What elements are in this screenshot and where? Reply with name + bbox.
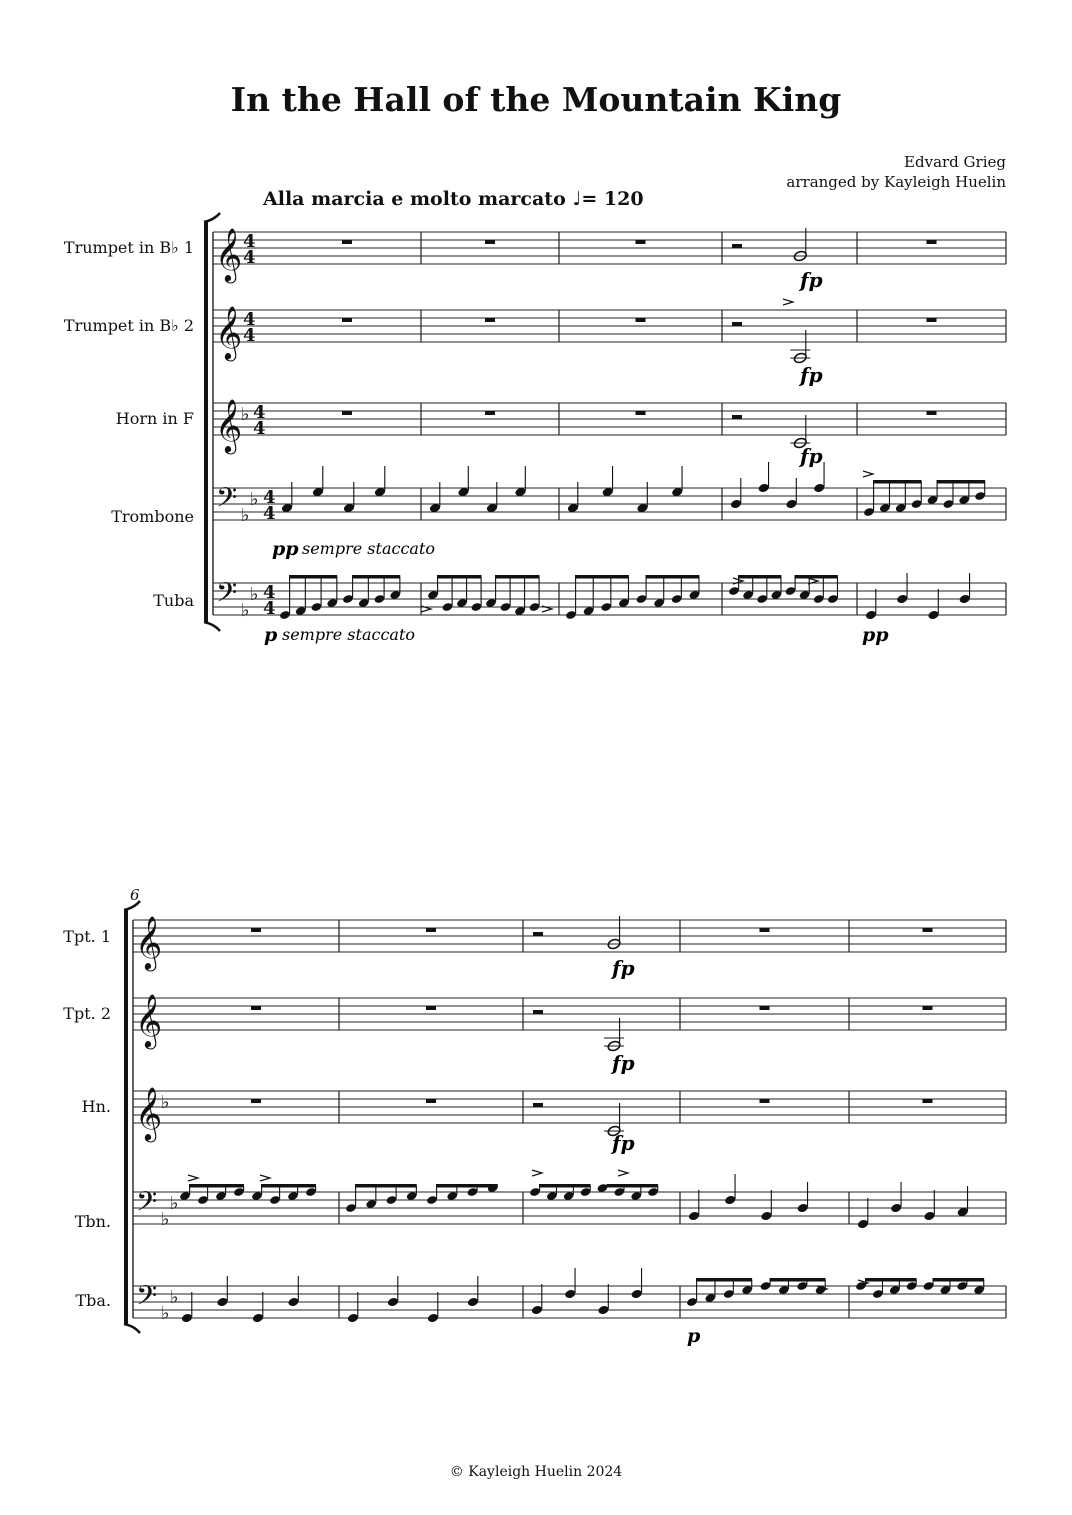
dyn-p-tba: p <box>264 624 278 646</box>
whole-rest <box>251 1006 261 1010</box>
arranger-name: arranged by Kayleigh Huelin <box>786 173 1006 191</box>
treble-clef-icon: 𝄞 <box>135 915 163 969</box>
accent-mark <box>783 299 793 305</box>
whole-rest <box>342 318 352 322</box>
note-beam <box>696 1278 752 1282</box>
whole-rest <box>760 928 770 932</box>
half-rest <box>732 244 742 248</box>
note-beam <box>436 1184 498 1188</box>
note-beam <box>261 1184 316 1188</box>
accent-mark <box>863 471 873 477</box>
system-bracket <box>124 910 128 1324</box>
note-beam <box>575 575 629 579</box>
composer-name: Edvard Grieg <box>904 153 1006 171</box>
label-trombone: Trombone <box>111 507 194 526</box>
note-beam <box>865 1278 917 1282</box>
whole-rest <box>485 240 495 244</box>
label-trumpet-1: Trumpet in B♭ 1 <box>63 238 194 257</box>
whole-rest <box>426 1099 436 1103</box>
whole-rest <box>251 928 261 932</box>
treble-clef-icon: 𝄞 <box>135 1086 163 1140</box>
whole-rest <box>760 1099 770 1103</box>
bass-clef-icon: 𝄢 <box>136 1185 158 1224</box>
bass-clef-icon: 𝄢 <box>216 576 238 615</box>
bass-clef-icon: 𝄢 <box>216 481 238 520</box>
dyn-fp-tpt2-s2: fp <box>612 1051 635 1075</box>
tempo-text: Alla marcia e molto marcato <box>263 188 566 210</box>
label-tpt-1: Tpt. 1 <box>63 927 111 946</box>
flat-icon: ♭ <box>241 505 250 526</box>
system-bracket <box>204 222 208 622</box>
whole-rest <box>636 411 646 415</box>
time-sig-denominator: 4 <box>263 503 276 524</box>
whole-rest <box>251 1099 261 1103</box>
time-sig-numerator: 4 <box>263 487 276 508</box>
accent-mark <box>188 1175 198 1181</box>
note-beam <box>646 575 700 579</box>
treble-clef-icon: 𝄞 <box>135 993 163 1047</box>
flat-icon: ♭ <box>241 404 250 425</box>
bracket-hook-bottom <box>124 1324 140 1333</box>
tempo-value: = 120 <box>581 188 644 210</box>
note-beam <box>495 575 540 579</box>
label-horn: Horn in F <box>115 409 194 428</box>
flat-icon: ♭ <box>250 489 259 510</box>
note-beam <box>770 1278 826 1282</box>
note-beam <box>738 575 781 579</box>
accent-mark <box>260 1175 270 1181</box>
note-beam <box>539 1184 591 1188</box>
note-beam <box>189 1184 244 1188</box>
flat-icon: ♭ <box>241 600 250 621</box>
note-beam <box>352 575 400 579</box>
flat-icon: ♭ <box>170 1287 179 1308</box>
note-beam <box>795 575 838 579</box>
note-beam <box>607 1184 659 1188</box>
staff-lines <box>133 232 1006 1318</box>
score-title: In the Hall of the Mountain King <box>230 80 842 119</box>
half-rest <box>533 932 543 936</box>
expr-tbn: sempre staccato <box>302 539 435 558</box>
dyn-fp-tpt1-s2: fp <box>612 956 635 980</box>
time-sig-numerator: 4 <box>253 402 266 423</box>
expr-tba: sempre staccato <box>282 625 415 644</box>
half-rest <box>732 322 742 326</box>
bass-clef-icon: 𝄢 <box>136 1279 158 1318</box>
label-hn: Hn. <box>81 1097 111 1116</box>
label-tbn: Tbn. <box>74 1212 111 1231</box>
tempo-note-icon: ♩ <box>572 188 582 210</box>
treble-clef-icon: 𝄞 <box>215 227 243 281</box>
time-sig-denominator: 4 <box>253 418 266 439</box>
half-rest <box>732 415 742 419</box>
whole-rest <box>485 411 495 415</box>
flat-icon: ♭ <box>161 1092 170 1113</box>
time-sig-numerator: 4 <box>243 231 256 252</box>
note-beam <box>937 480 986 484</box>
dyn-p-tba-s2: p <box>687 1325 701 1347</box>
time-sig-denominator: 4 <box>263 598 276 619</box>
whole-rest <box>927 318 937 322</box>
dyn-pp-tba-m5: pp <box>862 624 889 646</box>
label-tuba: Tuba <box>153 591 194 610</box>
whole-rest <box>426 928 436 932</box>
dyn-fp-tpt2: fp <box>800 363 823 387</box>
whole-rest <box>927 240 937 244</box>
flat-icon: ♭ <box>161 1209 170 1230</box>
half-rest <box>533 1010 543 1014</box>
label-trumpet-2: Trumpet in B♭ 2 <box>63 316 194 335</box>
dyn-fp-hn: fp <box>800 444 823 468</box>
dyn-fp-hn-s2: fp <box>612 1131 635 1155</box>
note-beam <box>289 575 337 579</box>
note-beam <box>873 480 922 484</box>
whole-rest <box>760 1006 770 1010</box>
whole-rest <box>927 411 937 415</box>
note-beam <box>437 575 482 579</box>
note-beam <box>355 1184 417 1188</box>
whole-rest <box>342 411 352 415</box>
copyright: © Kayleigh Huelin 2024 <box>449 1464 623 1480</box>
label-tpt-2: Tpt. 2 <box>63 1004 111 1023</box>
whole-rest <box>342 240 352 244</box>
measure-number: 6 <box>130 886 140 904</box>
bracket-hook-top <box>124 901 140 910</box>
time-sig-numerator: 4 <box>263 582 276 603</box>
dyn-pp-tbn: pp <box>272 538 299 560</box>
note-beam <box>933 1278 985 1282</box>
time-sig-denominator: 4 <box>243 325 256 346</box>
flat-icon: ♭ <box>250 584 259 605</box>
whole-rest <box>636 240 646 244</box>
whole-rest <box>923 1006 933 1010</box>
whole-rest <box>636 318 646 322</box>
half-rest <box>533 1103 543 1107</box>
whole-rest <box>923 1099 933 1103</box>
time-sig-denominator: 4 <box>243 247 256 268</box>
notation-marks <box>124 213 1006 1333</box>
dyn-fp-tpt1: fp <box>800 268 823 292</box>
bracket-hook-top <box>204 213 220 222</box>
treble-clef-icon: 𝄞 <box>215 305 243 359</box>
flat-icon: ♭ <box>170 1193 179 1214</box>
bracket-hook-bottom <box>204 622 220 631</box>
whole-rest <box>426 1006 436 1010</box>
flat-icon: ♭ <box>161 1303 170 1324</box>
accent-mark <box>532 1170 542 1176</box>
whole-rest <box>485 318 495 322</box>
whole-rest <box>923 928 933 932</box>
label-tba: Tba. <box>75 1291 111 1310</box>
time-sig-numerator: 4 <box>243 309 256 330</box>
treble-clef-icon: 𝄞 <box>215 398 243 452</box>
accent-mark <box>618 1170 628 1176</box>
